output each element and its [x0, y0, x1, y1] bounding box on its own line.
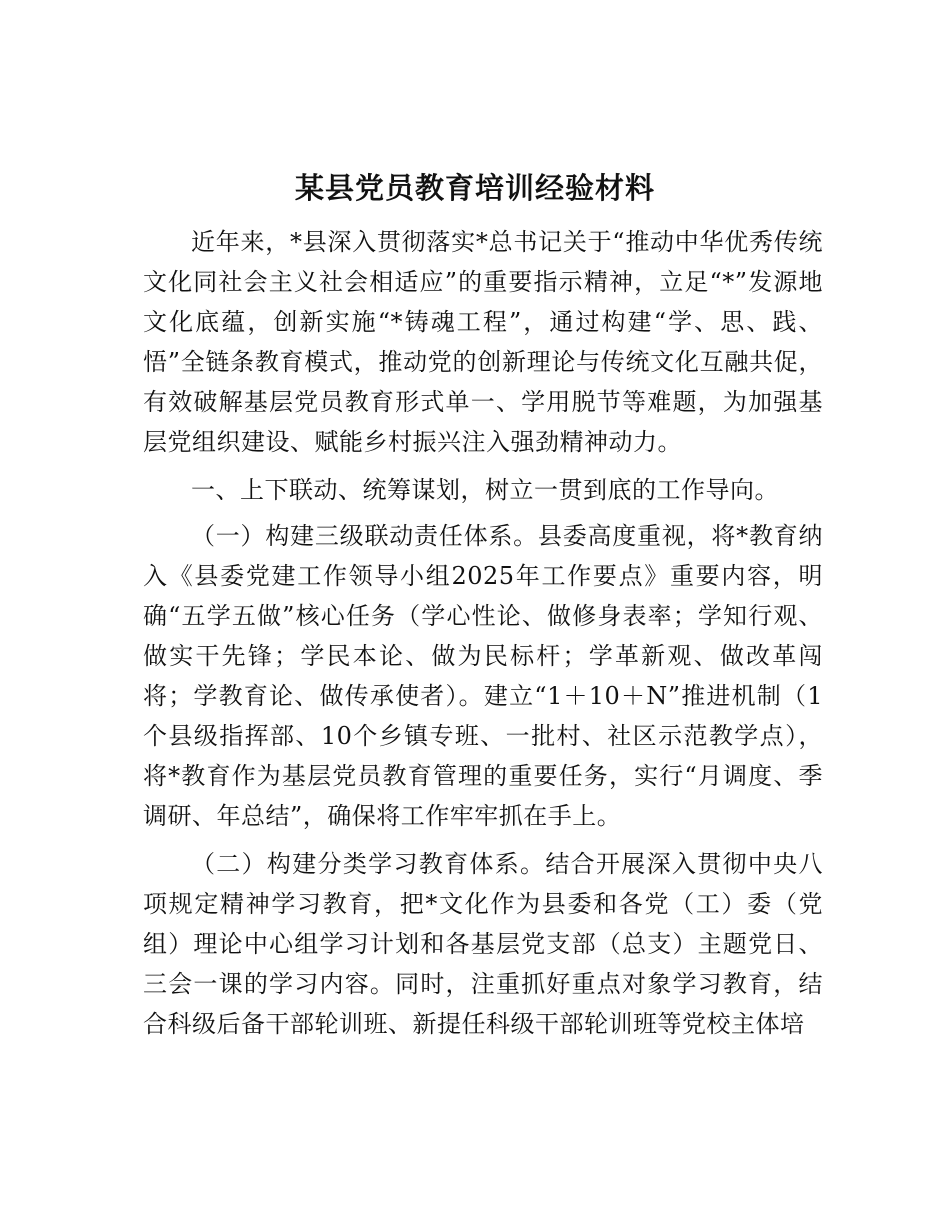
- intro-paragraph: 近年来，*县深入贯彻落实*总书记关于“推动中华优秀传统文化同社会主义社会相适应”的重要指示精神，立足“*”发源地文化底蕴，创新实施“*铸魂工程”，通过构建“学、思、践、悟”全链条教育模式，推动党的创新理论与传统文化互融共促，有效破解基层党员教育形式单一、学用脱节等难题，为加强基层党组织建设、赋能乡村振兴注入强劲精神动力。: [143, 228, 823, 456]
- section-heading-1: 一、上下联动、统筹谋划，树立一贯到底的工作导向。: [191, 476, 779, 504]
- document-body: [143, 222, 823, 1044]
- subsection-paragraph-1: （一）构建三级联动责任体系。县委高度重视，将*教育纳入《县委党建工作领导小组2025年工作要点》重要内容，明确“五学五做”核心任务（学心性论、做修身表率；学知行观、做实干先锋；学民本论、做为民标杆；学革新观、做改革闯将；学教育论、做传承使者）。建立“1＋10＋N”推进机制（1个县级指挥部、10个乡镇专班、一批村、社区示范教学点），将*教育作为基层党员教育管理的重要任务，实行“月调度、季调研、年总结”，确保将工作牢牢抓在手上。: [143, 522, 823, 830]
- subsection-paragraph-2: （二）构建分类学习教育体系。结合开展深入贯彻中央八项规定精神学习教育，把*文化作为县委和各党（工）委（党组）理论中心组学习计划和各基层党支部（总支）主题党日、三会一课的学习内容。同时，注重抓好重点对象学习教育，结合科级后备干部轮训班、新提任科级干部轮训班等党校主体培: [143, 850, 823, 1038]
- document-title: 某县党员教育培训经验材料: [294, 171, 655, 205]
